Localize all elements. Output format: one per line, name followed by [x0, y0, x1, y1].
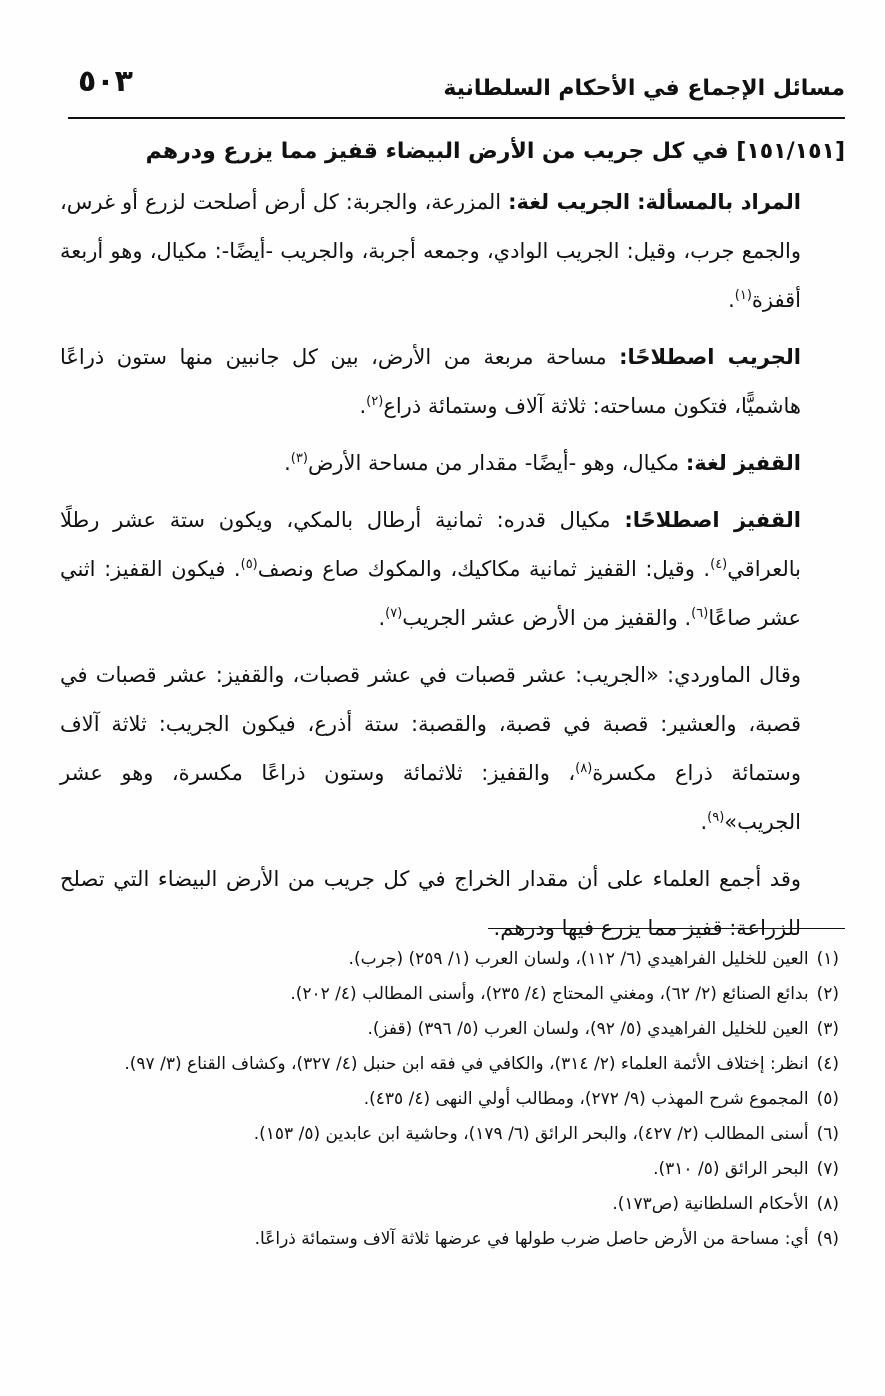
footnote	[60, 1152, 839, 1187]
footnote	[60, 1187, 839, 1222]
footnote-number: (١)	[816, 949, 839, 969]
footnote-text: أي: مساحة من الأرض حاصل ضرب طولها في عرضها ثلاثة آلاف وستمائة ذراعًا.	[254, 1229, 809, 1249]
footnote-text: انظر: إختلاف الأئمة العلماء (٢/ ٣١٤)، والكافي في فقه ابن حنبل (٤/ ٣٢٧)، وكشاف القناع (٣/ ٩٧).	[124, 1054, 809, 1074]
paragraph-tail: .	[359, 394, 367, 418]
main-text	[60, 132, 845, 961]
footnote-ref: (٩)	[707, 810, 725, 825]
paragraph-text: ، والقفيز: ثلاثمائة وستون ذراعًا مكسرة، وهو عشر الجريب»	[60, 761, 801, 834]
footnote-ref: (٦)	[691, 606, 709, 621]
paragraph-mawardi-quote	[60, 651, 845, 847]
footnote-text: العين للخليل الفراهيدي (٦/ ١١٢)، ولسان العرب (١/ ٢٥٩) (جرب).	[348, 949, 809, 969]
footnote-ref: (٤)	[710, 557, 728, 572]
footnote-number: (٦)	[816, 1124, 839, 1144]
running-title: مسائل الإجماع في الأحكام السلطانية	[443, 76, 845, 101]
page-header	[68, 60, 845, 116]
footnote-ref: (٥)	[240, 557, 258, 572]
footnote	[60, 1117, 839, 1152]
page-number: ٥٠٣	[78, 64, 133, 99]
paragraph-text: المزرعة، والجربة: كل أرض أصلحت لزرع أو غرس، والجمع جرب، وقيل: الجريب الوادي، وجمعه أجربة، والجريب -أيضًا-: مكيال، وهو أربعة أقفزة	[60, 190, 801, 312]
footnote-text: المجموع شرح المهذب (٩/ ٢٧٢)، ومطالب أولي النهى (٤/ ٤٣٥).	[363, 1089, 809, 1109]
header-rule	[68, 117, 845, 119]
paragraph-text: مكيال قدره: ثمانية أرطال بالمكي، ويكون ستة عشر رطلًا بالعراقي	[60, 508, 801, 581]
footnote	[60, 977, 839, 1012]
paragraph-tail: .	[284, 451, 291, 475]
footnote	[60, 1047, 839, 1082]
footnote-number: (٩)	[816, 1229, 839, 1249]
paragraph-tail: .	[728, 288, 735, 312]
footnote-number: (٣)	[816, 1019, 839, 1039]
term-label: القفيز لغة:	[685, 451, 801, 475]
footnote-number: (٤)	[816, 1054, 839, 1074]
paragraph-text: . فيكون القفيز: اثني عشر صاعًا	[60, 557, 801, 630]
issue-title: [١٥١/١٥١] في كل جريب من الأرض البيضاء قفيز مما يزرع ودرهم	[145, 139, 845, 164]
footnote-ref: (١)	[734, 288, 752, 303]
term-label: القفيز اصطلاحًا:	[624, 508, 801, 532]
footnote	[60, 1012, 839, 1047]
footnote-number: (٨)	[816, 1194, 839, 1214]
footnote-text: البحر الرائق (٥/ ٣١٠).	[653, 1159, 809, 1179]
footnote-ref: (٢)	[366, 394, 384, 409]
paragraph-meaning	[60, 178, 845, 325]
term-label: المراد بالمسألة:	[637, 190, 801, 214]
footnote-number: (٧)	[816, 1159, 839, 1179]
paragraph-consensus	[60, 855, 845, 953]
paragraph-text: وقال الماوردي: «الجريب: عشر قصبات في عشر قصبات، والقفيز: عشر قصبات في قصبة، والعشير: قصبة في قصبة، والقصبة: ستة أذرع، فيكون الجريب: ثلاثة آلاف وستمائة ذراع مكسرة	[60, 663, 801, 785]
footnote-number: (٥)	[816, 1089, 839, 1109]
term-label: الجريب اصطلاحًا:	[619, 345, 801, 369]
footnote-ref: (٨)	[575, 761, 593, 776]
footnote-text: أسنى المطالب (٢/ ٤٢٧)، والبحر الرائق (٦/ ١٧٩)، وحاشية ابن عابدين (٥/ ١٥٣).	[253, 1124, 809, 1144]
term-label: الجريب لغة:	[508, 190, 631, 214]
footnote-ref: (٣)	[290, 451, 308, 466]
paragraph-text: . وقيل: القفيز ثمانية مكاكيك، والمكوك صاع ونصف	[257, 557, 711, 581]
footnote-rule	[488, 928, 845, 929]
footnote-text: العين للخليل الفراهيدي (٥/ ٩٢)، ولسان العرب (٥/ ٣٩٦) (قفز).	[367, 1019, 809, 1039]
footnote	[60, 1082, 839, 1117]
paragraph-text: وقد أجمع العلماء على أن مقدار الخراج في كل جريب من الأرض البيضاء التي تصلح للزراعة: قفيز مما يزرع فيها ودرهم.	[60, 867, 801, 940]
paragraph-qafiz-term	[60, 496, 845, 643]
footnote	[60, 1222, 839, 1257]
paragraph-tail: .	[700, 810, 708, 834]
footnote-number: (٢)	[816, 984, 839, 1004]
paragraph-jarib-term	[60, 333, 845, 431]
paragraph-text: مساحة مربعة من الأرض، بين كل جانبين منها ستون ذراعًا هاشميًّا، فتكون مساحته: ثلاثة آلاف وستمائة ذراع	[60, 345, 801, 418]
footnote-text: الأحكام السلطانية (ص١٧٣).	[612, 1194, 809, 1214]
paragraph-tail: .	[378, 606, 386, 630]
footnote-ref: (٧)	[385, 606, 403, 621]
paragraph-text: . والقفيز من الأرض عشر الجريب	[402, 606, 692, 630]
paragraph-qafiz-lang	[60, 439, 845, 488]
paragraph-text: مكيال، وهو -أيضًا- مقدار من مساحة الأرض	[307, 451, 686, 475]
footnote-text: بدائع الصنائع (٢/ ٦٢)، ومغني المحتاج (٤/ ٢٣٥)، وأسنى المطالب (٤/ ٢٠٢).	[290, 984, 809, 1004]
footnotes-list	[60, 942, 839, 1257]
footnote	[60, 942, 839, 977]
